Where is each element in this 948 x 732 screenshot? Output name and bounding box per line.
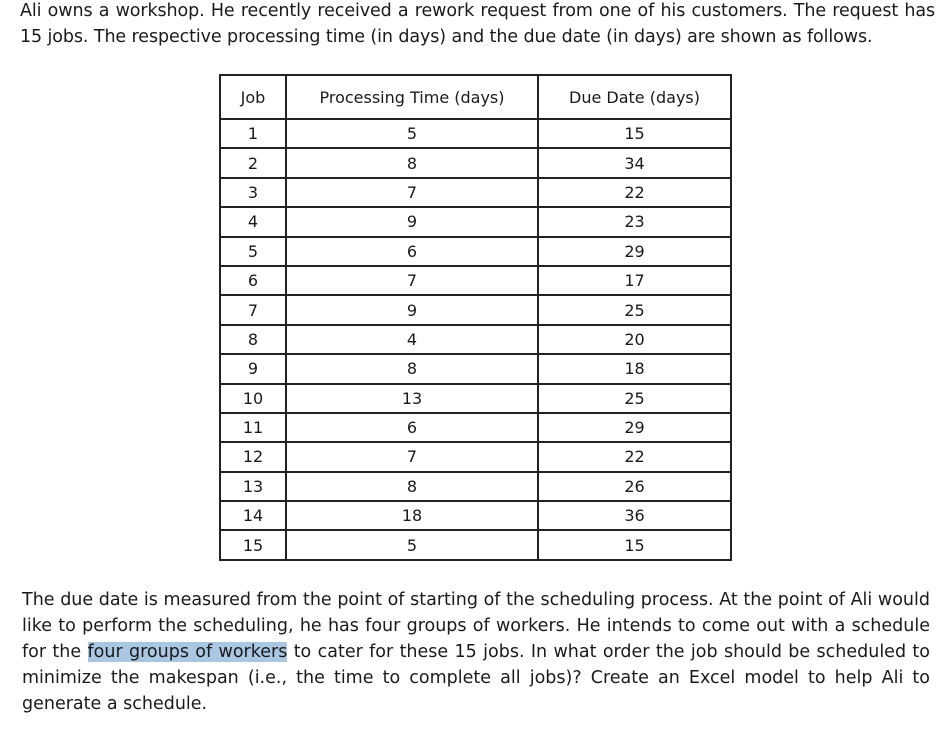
due-date-cell: 29 [538,413,731,442]
table-row [220,442,731,471]
table-row [220,354,731,383]
table-row [220,413,731,442]
due-date-cell: 23 [538,207,731,236]
due-date-cell: 22 [538,178,731,207]
job-cell: 5 [220,237,286,266]
job-cell: 7 [220,295,286,324]
due-date-cell: 34 [538,148,731,177]
outro-text-before: The due date is measured from the point of starting of the scheduling process. At the point of Ali would like to perform the scheduling, he has four groups of workers. He intends to come out with a schedule for the [22,590,930,662]
due-date-cell: 15 [538,119,731,148]
due-date-cell: 36 [538,501,731,530]
processing-time-cell: 6 [286,237,538,266]
due-date-cell: 26 [538,472,731,501]
processing-time-cell: 4 [286,325,538,354]
processing-time-cell: 7 [286,442,538,471]
table-row [220,119,731,148]
table-row [220,207,731,236]
processing-time-cell: 7 [286,266,538,295]
highlighted-text[interactable]: four groups of workers [87,642,288,662]
processing-time-cell: 18 [286,501,538,530]
job-cell: 13 [220,472,286,501]
job-cell: 3 [220,178,286,207]
header-due-date: Due Date (days) [538,75,731,119]
outro-paragraph [22,587,930,717]
processing-time-cell: 5 [286,530,538,559]
job-cell: 9 [220,354,286,383]
due-date-cell: 29 [538,237,731,266]
processing-time-cell: 9 [286,295,538,324]
table-row [220,178,731,207]
table-row [220,501,731,530]
table-row [220,384,731,413]
due-date-cell: 15 [538,530,731,559]
table-row [220,295,731,324]
due-date-cell: 25 [538,384,731,413]
outro-text-after: to cater for these 15 jobs. In what order the job should be scheduled to minimize the makespan (i.e., the time to complete all jobs)? Create an Excel model to help Ali to generate a schedule. [22,642,930,714]
table-row [220,266,731,295]
processing-time-cell: 7 [286,178,538,207]
processing-time-cell: 8 [286,472,538,501]
table-row [220,472,731,501]
table-row [220,237,731,266]
due-date-cell: 22 [538,442,731,471]
job-cell: 10 [220,384,286,413]
job-cell: 14 [220,501,286,530]
job-cell: 6 [220,266,286,295]
processing-time-cell: 5 [286,119,538,148]
header-processing-time: Processing Time (days) [286,75,538,119]
table-row [220,325,731,354]
due-date-cell: 25 [538,295,731,324]
job-cell: 8 [220,325,286,354]
processing-time-cell: 13 [286,384,538,413]
job-cell: 2 [220,148,286,177]
processing-time-cell: 9 [286,207,538,236]
job-cell: 15 [220,530,286,559]
due-date-cell: 20 [538,325,731,354]
intro-paragraph: Ali owns a workshop. He recently received a rework request from one of his customers. The request has 15 jobs. The respective processing time (in days) and the due date (in days) are shown as follows. [20,1,935,47]
table-header-row [220,75,731,119]
due-date-cell: 17 [538,266,731,295]
job-cell: 11 [220,413,286,442]
table-row [220,530,731,559]
job-cell: 1 [220,119,286,148]
due-date-cell: 18 [538,354,731,383]
table-row [220,148,731,177]
processing-time-cell: 8 [286,148,538,177]
header-job: Job [220,75,286,119]
jobs-table [219,74,732,561]
job-cell: 4 [220,207,286,236]
processing-time-cell: 8 [286,354,538,383]
job-cell: 12 [220,442,286,471]
processing-time-cell: 6 [286,413,538,442]
